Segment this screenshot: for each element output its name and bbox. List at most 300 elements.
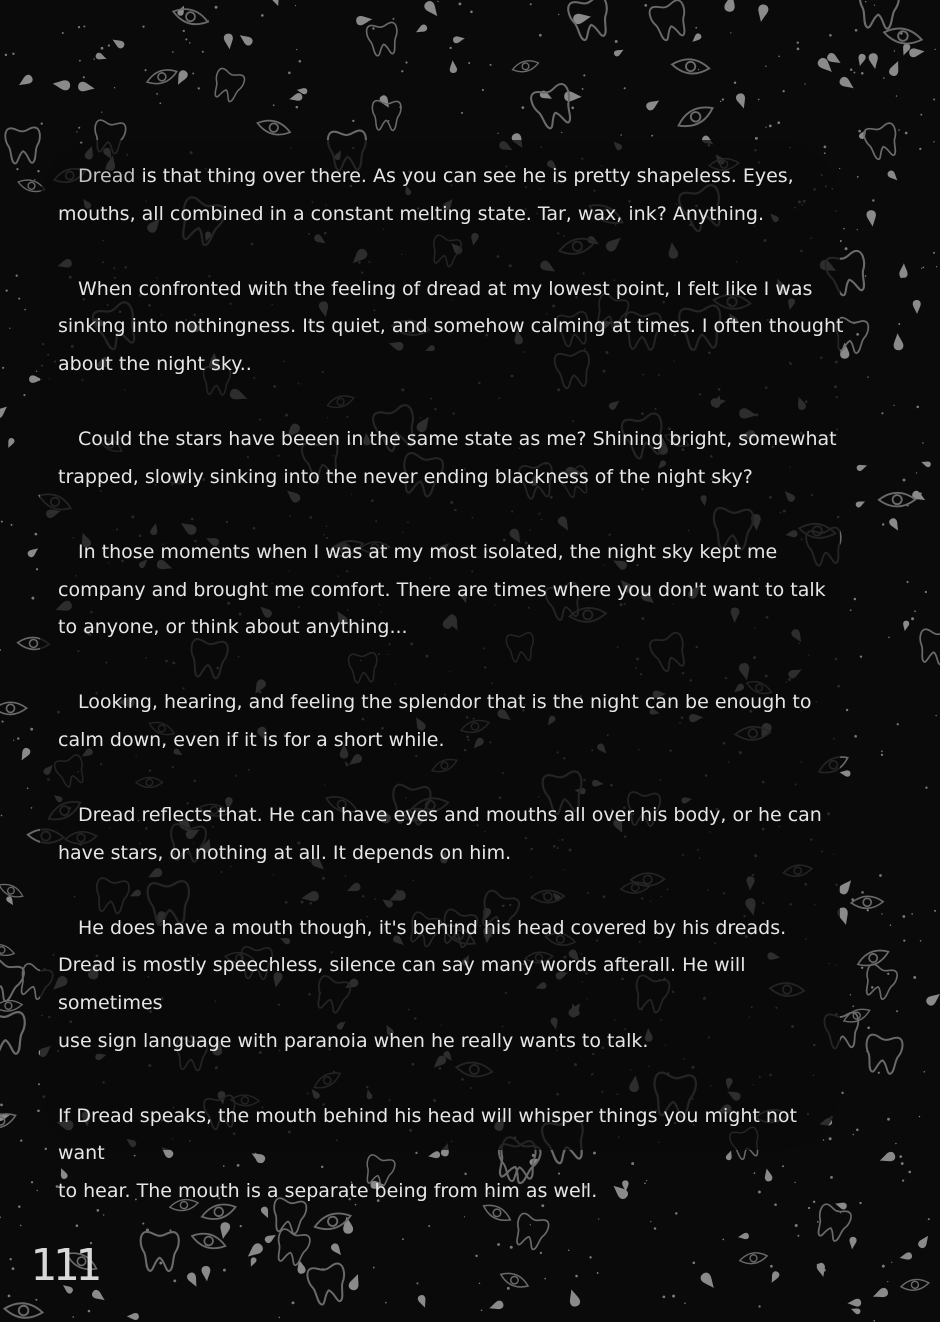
speck-dot [871,986,874,989]
droplet-icon [223,33,234,50]
speck-dot [769,124,772,127]
speck-dot [497,1243,500,1246]
speck-dot [874,4,875,5]
speck-dot [0,1216,1,1218]
speck-dot [881,750,883,752]
speck-dot [782,90,784,92]
body-text [58,158,848,1211]
speck-dot [372,27,374,29]
speck-dot [1,815,3,817]
eye-icon [499,1269,531,1291]
paragraph-line: is that thing over there. As you can see he is pretty shapeless. Eyes, [135,165,794,187]
speck-dot [911,617,914,620]
paragraph-line: In those moments when I was at my most isolated, the night sky kept me [78,540,778,563]
droplet-icon [271,0,282,7]
paragraph-line: company and brought me comfort. There are times where you don't want to talk [58,578,826,601]
droplet-icon [295,1259,306,1274]
paragraph-line: Dread reflects that. He can have eyes and mouths all over his body, or he can [78,804,822,827]
speck-dot [933,98,935,100]
speck-dot [883,77,885,79]
speck-dot [901,1162,904,1165]
eye-icon [739,1251,768,1266]
speck-dot [879,874,882,877]
paragraph-stars [58,421,848,496]
droplet-icon [567,1288,582,1308]
droplet-icon [878,1151,896,1165]
speck-dot [30,728,33,731]
speck-dot [582,88,584,90]
paragraph-line: to anyone, or think about anything... [58,616,408,639]
tooth-icon [0,957,26,1004]
droplet-icon [264,1232,278,1244]
tooth-icon [648,0,691,43]
speck-dot [675,1212,678,1215]
tooth-icon [5,127,41,164]
droplet-icon [0,403,10,419]
speck-dot [829,34,832,37]
speck-dot [797,48,800,51]
speck-dot [824,145,827,148]
speck-dot [36,371,37,372]
droplet-icon [902,620,910,632]
droplet-icon [52,79,71,91]
speck-dot [920,114,922,116]
droplet-icon [218,1221,231,1239]
speck-dot [777,121,780,124]
speck-dot [644,4,647,7]
speck-dot [114,87,115,88]
speck-dot [79,60,81,62]
speck-dot [38,1083,40,1085]
droplet-icon [645,97,662,112]
eye-icon [4,1301,43,1319]
speck-dot [902,915,905,918]
speck-dot [916,406,919,409]
speck-dot [142,1223,144,1225]
speck-dot [568,1250,570,1252]
speck-dot [933,252,935,254]
droplet-icon [77,81,95,93]
tooth-icon [366,22,401,57]
speck-dot [183,30,185,32]
speck-dot [83,76,85,78]
paragraph-line: about the night sky.. [58,352,252,375]
speck-dot [765,127,766,128]
droplet-icon [127,1313,139,1320]
speck-dot [898,323,900,325]
speck-dot [899,1155,902,1158]
speck-dot [758,99,760,101]
speck-dot [20,1225,22,1227]
speck-dot [695,27,697,29]
speck-dot [873,1320,875,1322]
droplet-icon [849,1237,857,1250]
speck-dot [34,179,35,180]
speck-dot [881,913,882,914]
speck-dot [31,807,33,809]
speck-dot [914,610,916,612]
speck-dot [0,649,1,651]
speck-dot [583,74,585,76]
speck-dot [27,788,29,790]
paragraph-lowest-point [58,271,848,384]
speck-dot [189,42,190,43]
droplet-icon [699,1271,718,1291]
speck-dot [159,102,161,104]
speck-dot [76,131,77,132]
speck-dot [861,72,864,75]
speck-dot [497,133,498,134]
speck-dot [223,1269,226,1272]
droplet-icon [735,92,748,110]
speck-dot [896,1010,898,1012]
droplet-icon [847,1299,861,1308]
speck-dot [620,134,622,136]
speck-dot [76,1224,79,1227]
speck-dot [393,18,395,20]
speck-dot [853,1134,855,1136]
speck-dot [882,523,884,525]
droplet-icon [855,499,866,508]
tooth-icon [210,67,246,104]
speck-dot [908,1171,911,1174]
speck-dot [156,93,158,95]
speck-dot [145,69,147,71]
speck-dot [734,81,736,83]
droplet-icon [925,990,940,1007]
droplet-icon [899,1252,913,1262]
speck-dot [857,229,858,230]
speck-dot [865,275,867,277]
speck-dot [867,909,869,911]
speck-dot [894,50,895,51]
speck-dot [215,6,218,9]
speck-dot [654,1227,657,1230]
eye-icon [145,66,179,88]
droplet-icon [769,1270,781,1284]
paragraph-reflects [58,797,848,872]
speck-dot [296,49,297,50]
speck-dot [865,1,866,2]
speck-dot [778,55,780,57]
speck-dot [461,112,463,114]
speck-dot [722,1239,724,1241]
speck-dot [540,1252,542,1254]
droplet-icon [856,462,868,471]
speck-dot [615,40,618,43]
speck-dot [1,521,3,523]
speck-dot [539,34,542,37]
speck-dot [11,524,13,526]
eye-icon [675,102,715,132]
droplet-icon [838,75,857,92]
speck-dot [299,60,302,63]
droplet-icon [899,263,908,278]
speck-dot [88,1310,91,1313]
speck-dot [867,1027,870,1030]
paragraph-mouth [58,910,848,1060]
speck-dot [169,1229,171,1231]
speck-dot [919,148,921,150]
speck-dot [36,1190,37,1191]
droplet-icon [850,1306,861,1315]
eye-icon [256,117,292,139]
speck-dot [797,42,799,44]
droplet-icon [248,1257,257,1268]
tooth-icon [916,629,940,666]
droplet-icon [913,300,921,314]
speck-dot [31,1181,33,1183]
droplet-icon [17,73,35,89]
speck-dot [416,1282,418,1284]
droplet-icon [690,32,702,44]
droplet-icon [909,47,926,58]
tooth-icon [306,1263,349,1307]
speck-dot [458,3,461,6]
speck-dot [903,939,905,941]
speck-dot [6,289,8,291]
speck-dot [598,1218,599,1219]
paragraph-line: Looking, hearing, and feeling the splendor that is the night can be enough to [78,691,812,714]
droplet-icon [356,15,373,26]
speck-dot [292,1301,295,1304]
speck-dot [571,107,574,110]
paragraph-intro [58,158,848,233]
speck-dot [624,87,626,89]
droplet-icon [738,1232,750,1240]
paragraph-line: He does have a mouth though, it's behind his head covered by his dreads. [78,916,787,939]
dread-name: Dread [78,165,136,187]
tooth-icon [863,1034,903,1075]
paragraph-line: If Dread speaks, the mouth behind his head will whisper things you might not want [58,1104,797,1165]
speck-dot [911,913,913,915]
speck-dot [856,333,859,336]
speck-dot [922,267,924,269]
speck-dot [240,1225,242,1227]
speck-dot [62,32,64,34]
speck-dot [449,47,451,49]
droplet-icon [186,1271,201,1289]
speck-dot [861,891,864,894]
speck-dot [405,61,407,63]
tooth-icon [529,82,577,131]
speck-dot [561,132,562,133]
speck-dot [544,1278,546,1280]
speck-dot [198,87,200,89]
droplet-icon [564,91,582,102]
droplet-icon [888,59,902,77]
droplet-icon [26,546,40,559]
speck-dot [481,1309,483,1311]
speck-dot [20,1139,22,1141]
speck-dot [896,95,898,97]
paragraph-line: sinking into nothingness. Its quiet, and somehow calming at times. I often thought [58,315,844,338]
speck-dot [192,72,194,74]
paragraph-line: Dread is mostly speechless, silence can say many words afterall. He will sometimes [58,954,746,1015]
eye-icon [851,896,883,909]
speck-dot [860,656,862,658]
speck-dot [78,26,80,28]
droplet-icon [856,53,866,67]
droplet-icon [917,1233,932,1249]
droplet-icon [330,1242,345,1257]
paragraph-line: trapped, slowly sinking into the never ending blackness of the night sky? [58,465,753,488]
droplet-icon [95,52,108,62]
speck-dot [698,69,699,70]
paragraph-isolated [58,534,848,647]
tooth-icon [511,1212,550,1252]
speck-dot [37,170,39,172]
speck-dot [41,122,43,124]
speck-dot [464,1216,465,1217]
speck-dot [36,568,38,570]
speck-dot [797,1235,799,1237]
speck-dot [101,112,102,113]
speck-dot [402,1238,404,1240]
speck-dot [13,740,14,741]
speck-dot [261,14,264,17]
tooth-icon [140,1232,178,1271]
speck-dot [45,1148,47,1150]
speck-dot [854,72,856,74]
speck-dot [935,715,936,716]
speck-dot [928,1218,930,1220]
droplet-icon [414,23,428,35]
speck-dot [856,1129,859,1132]
speck-dot [479,1283,480,1284]
speck-dot [887,973,889,975]
droplet-icon [866,210,877,227]
speck-dot [850,69,852,71]
speck-dot [922,442,924,444]
speck-dot [651,135,653,137]
paragraph-line: use sign language with paranoia when he really wants to talk. [58,1029,649,1052]
speck-dot [824,152,826,154]
speck-dot [765,66,766,67]
speck-dot [858,130,861,133]
speck-dot [475,1255,477,1257]
speck-dot [758,1305,760,1307]
speck-dot [589,1256,591,1258]
speck-dot [890,924,892,926]
speck-dot [902,1180,904,1182]
speck-dot [934,49,935,50]
speck-dot [16,168,18,170]
speck-dot [507,1287,510,1290]
eye-icon [0,702,27,715]
eye-icon [0,942,16,959]
speck-dot [925,591,927,593]
speck-dot [31,597,34,600]
speck-dot [468,62,470,64]
speck-dot [850,609,852,611]
speck-dot [575,1275,578,1278]
speck-dot [437,1,438,2]
droplet-icon [237,32,254,47]
speck-dot [530,1224,531,1225]
tooth-icon [861,963,899,1001]
speck-dot [852,1005,854,1007]
tooth-icon [272,1228,311,1267]
speck-dot [906,581,908,583]
paragraph-line: to hear. The mouth is a separate being from him as well. [58,1180,598,1203]
speck-dot [881,412,883,414]
speck-dot [17,737,19,739]
eye-icon [855,946,890,970]
speck-dot [924,1071,926,1073]
speck-dot [897,723,899,725]
speck-dot [898,129,900,131]
speck-dot [0,1104,3,1107]
speck-dot [279,1317,281,1319]
speck-dot [895,1143,897,1145]
paragraph-line: When confronted with the feeling of dread at my lowest point, I felt like I was [78,277,813,300]
droplet-icon [920,459,931,468]
speck-dot [597,1272,599,1274]
speck-dot [755,137,758,140]
speck-dot [159,1262,162,1265]
speck-dot [913,976,916,979]
speck-dot [185,38,187,40]
paragraph-whisper [58,1098,848,1211]
speck-dot [933,141,934,142]
speck-dot [37,1109,40,1112]
speck-dot [936,266,937,267]
eye-icon [900,1278,929,1292]
droplet-icon [347,1272,362,1291]
droplet-icon [871,1287,889,1301]
speck-dot [18,1205,21,1208]
eye-icon [171,5,209,28]
speck-dot [202,51,204,53]
speck-dot [720,101,721,102]
speck-dot [663,1295,666,1298]
eye-icon [511,58,539,74]
speck-dot [891,1262,892,1263]
speck-dot [878,1072,880,1074]
speck-dot [83,25,85,27]
speck-dot [684,1302,686,1304]
speck-dot [854,735,857,738]
speck-dot [93,58,95,60]
speck-dot [795,1224,798,1227]
speck-dot [558,14,559,15]
droplet-icon [417,1294,429,1309]
tooth-icon [858,0,899,29]
speck-dot [855,29,858,32]
eye-icon [0,999,23,1012]
speck-dot [921,268,922,269]
speck-dot [385,1302,387,1304]
speck-dot [16,274,18,276]
droplet-icon [886,169,900,183]
speck-dot [893,405,894,406]
droplet-icon [756,4,769,23]
speck-dot [730,32,731,33]
speck-dot [295,5,296,6]
droplet-icon [111,36,126,49]
speck-dot [920,940,922,942]
droplet-icon [868,53,880,70]
paragraph-line: calm down, even if it is for a short while. [58,728,445,751]
paragraph-line: Could the stars have beeen in the same state as me? Shining bright, somewhat [78,428,837,451]
droplet-icon [201,1266,211,1282]
speck-dot [817,1221,819,1223]
eye-icon [0,1110,18,1132]
speck-dot [35,533,38,536]
paragraph-line: have stars, or nothing at all. It depends on him. [58,841,512,864]
speck-dot [108,44,110,46]
